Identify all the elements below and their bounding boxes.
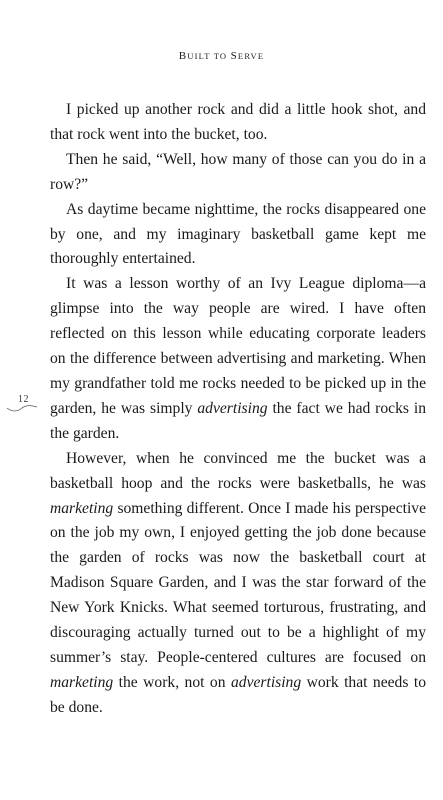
text-run: It was a lesson worthy of an Ivy League diploma—a glimpse into the way people are wired. I have often reflected on this lesson while educating corporate leaders on the difference between advertising and marketing. When my grandfather told me rocks needed to be picked up in the garden, he was simply bbox=[50, 275, 426, 417]
running-head-part: S bbox=[230, 50, 238, 62]
text-run: Then he said, “Well, how many of those can you do in a row?” bbox=[50, 150, 426, 193]
text-run: However, when he convinced me the bucket was a basketball hoop and the rocks were basketballs, he was bbox=[50, 449, 426, 492]
italic-text: advertising bbox=[230, 673, 302, 691]
paragraph bbox=[50, 98, 426, 148]
paragraph bbox=[50, 272, 426, 446]
text-run: the fact we had rocks in the garden. bbox=[50, 399, 426, 442]
page-swash-ornament bbox=[6, 403, 38, 413]
page-number: 12 bbox=[18, 394, 29, 405]
paragraph bbox=[50, 148, 426, 198]
page-number-block bbox=[4, 394, 38, 414]
running-head-part: ERVE bbox=[237, 51, 265, 61]
italic-text: advertising bbox=[197, 399, 268, 417]
paragraph bbox=[50, 447, 426, 721]
text-run: I picked up another rock and did a little hook shot, and that rock went into the bucket, too. bbox=[50, 101, 426, 143]
body-text bbox=[50, 98, 426, 721]
italic-text: marketing bbox=[50, 499, 114, 517]
paragraph bbox=[50, 198, 426, 273]
text-run: work that needs to be done. bbox=[50, 673, 426, 716]
text-run: something different. Once I made his perspective on the job my own, I enjoyed getting the job done because the garden of rocks was now the basketball court at Madison Square Garden, and I was the star forward of the New York Knicks. What seemed torturous, frustrating, and discouraging actually turned out to be a highlight of my summer’s stay. People-centered cultures are focused on bbox=[50, 499, 426, 666]
running-head-part: B bbox=[178, 50, 188, 62]
running-head bbox=[0, 50, 443, 62]
italic-text: marketing bbox=[50, 673, 114, 691]
text-run: As daytime became nighttime, the rocks disappeared one by one, and my imaginary basketball game kept me thoroughly entertained. bbox=[50, 200, 426, 268]
running-head-part: UILT TO bbox=[187, 51, 231, 61]
text-run: the work, not on bbox=[113, 673, 231, 691]
